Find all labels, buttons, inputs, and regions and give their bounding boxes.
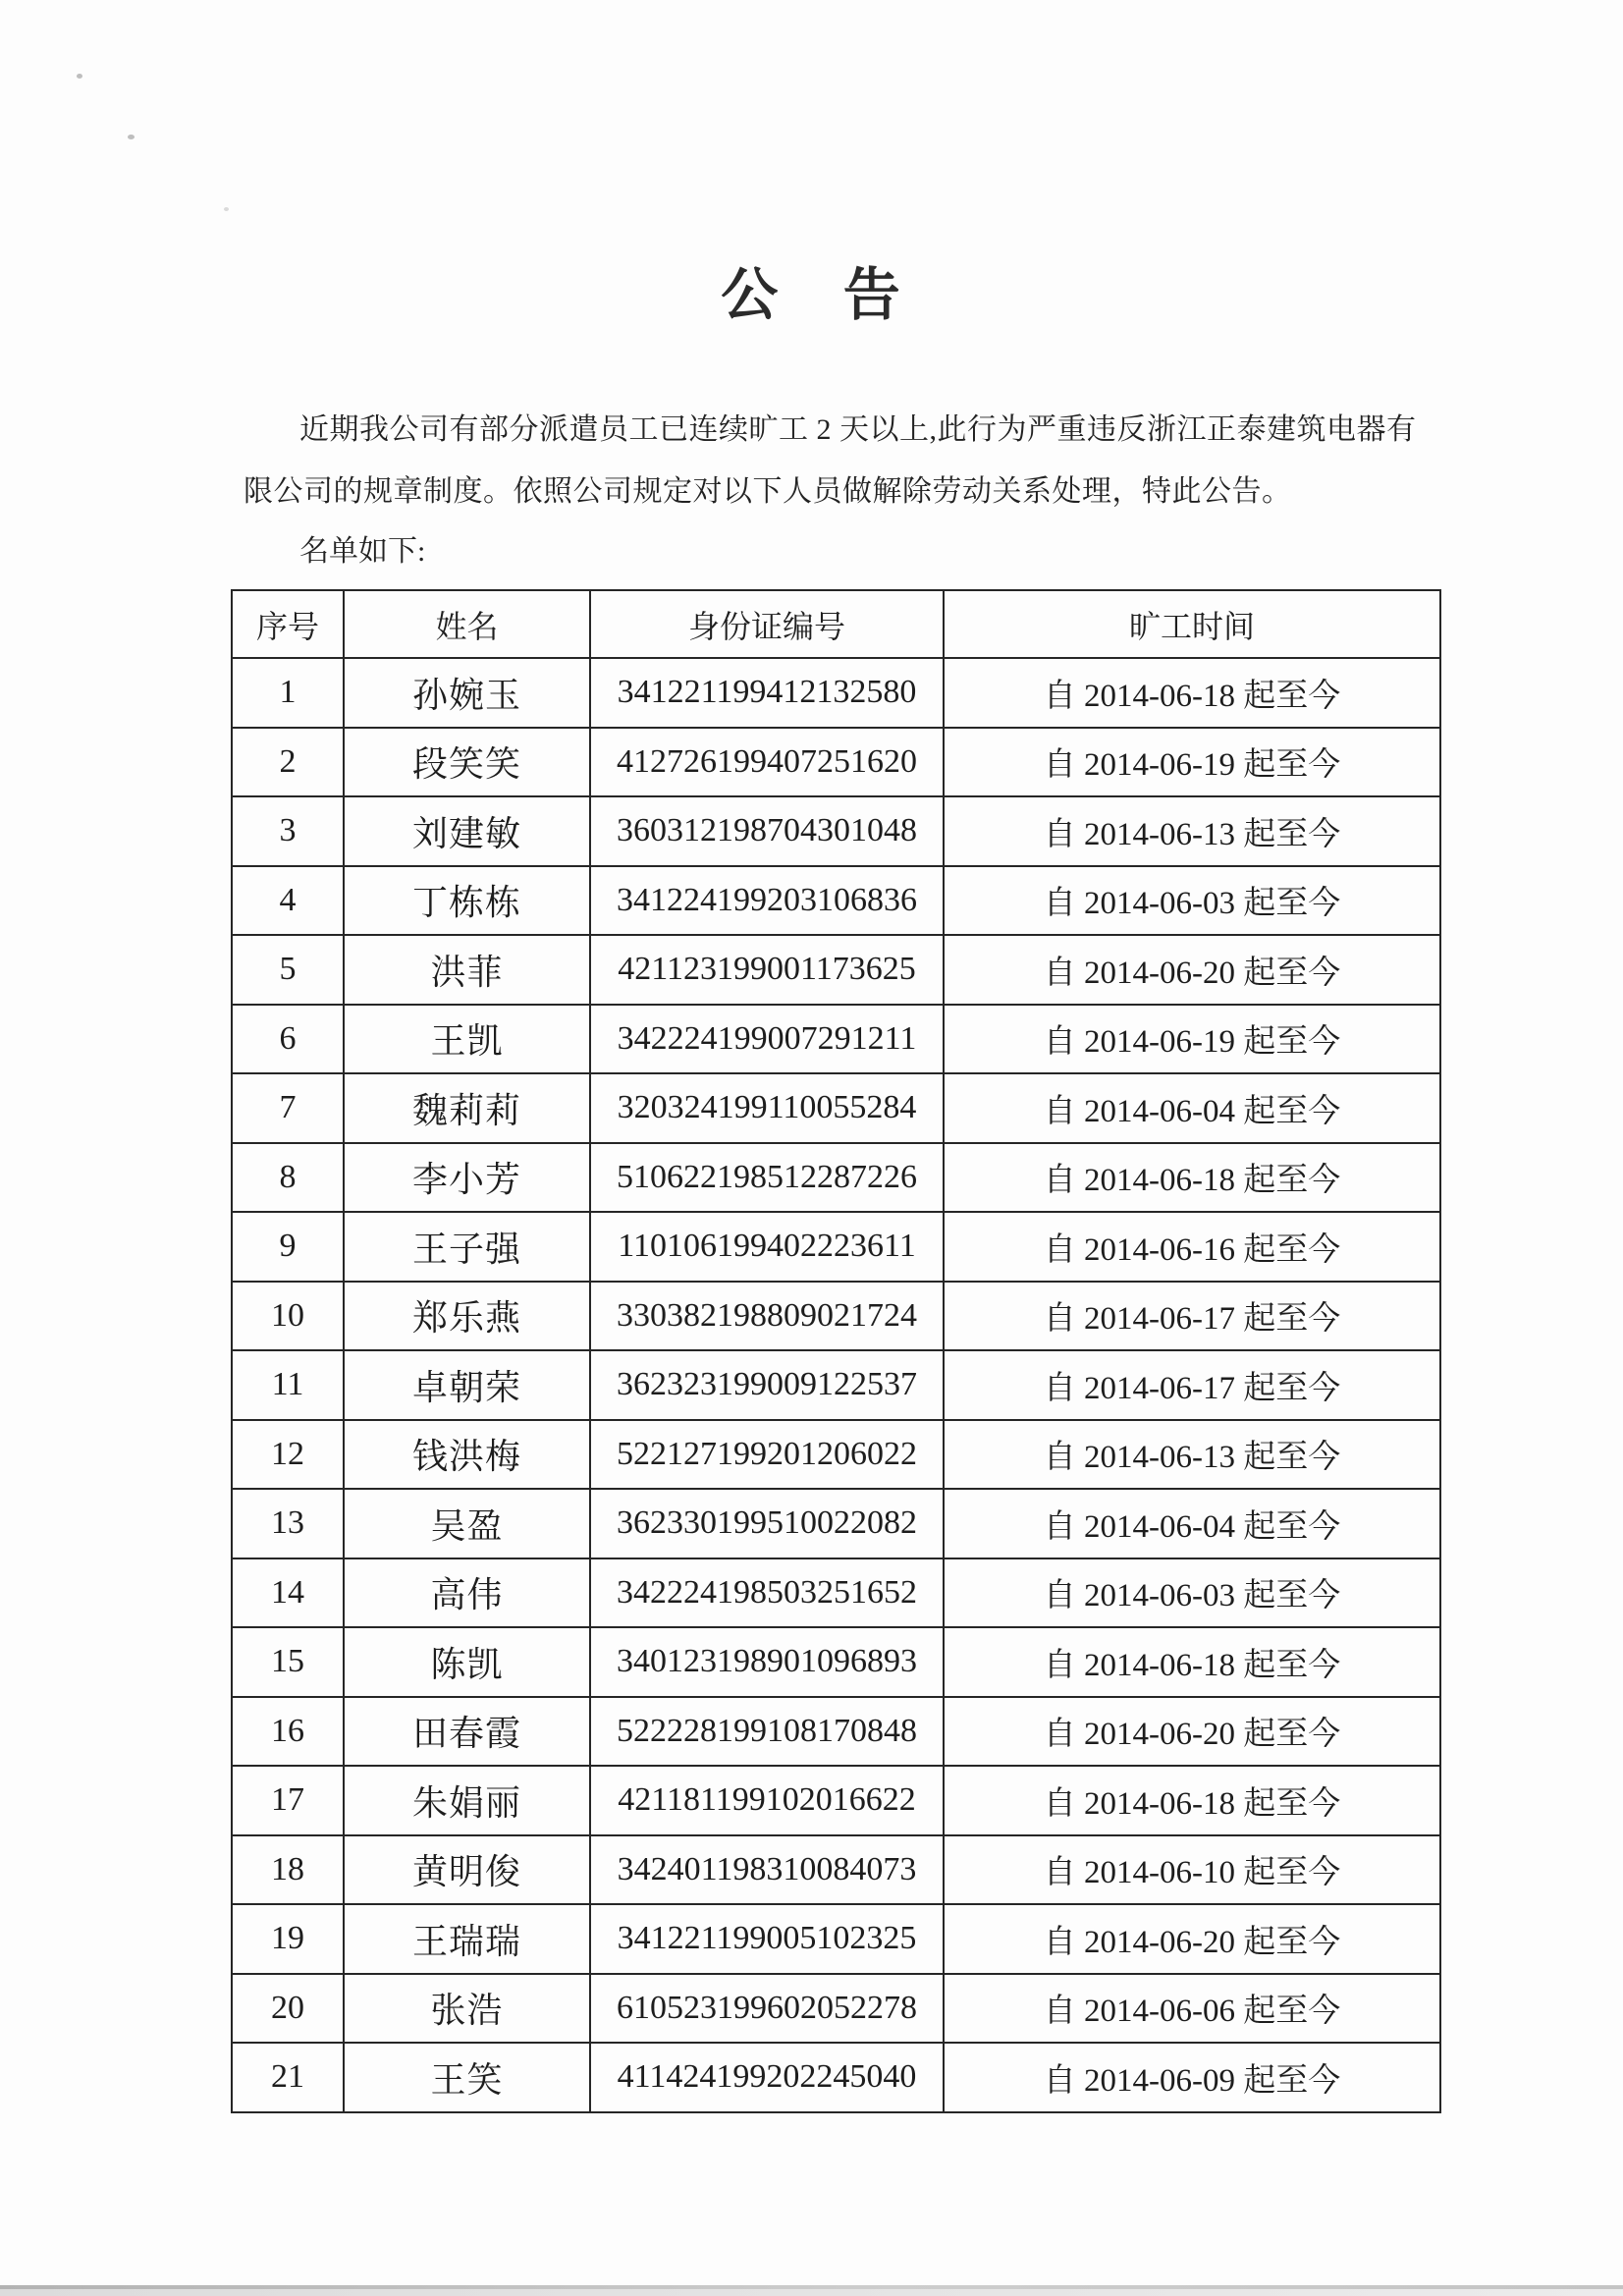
table-row	[232, 1143, 1440, 1213]
row-id-cell: 340123198901096893	[590, 1627, 944, 1697]
row-absence-cell: 自 2014-06-10 起至今	[944, 1835, 1440, 1905]
row-absence-cell: 自 2014-06-17 起至今	[944, 1350, 1440, 1420]
row-id-cell: 342224199007291211	[590, 1005, 944, 1074]
row-absence-cell: 自 2014-06-18 起至今	[944, 1143, 1440, 1213]
list-label: 名单如下:	[299, 535, 426, 568]
row-index-cell: 9	[232, 1212, 344, 1282]
termination-notice-table	[231, 589, 1441, 2113]
row-index-cell: 7	[232, 1073, 344, 1143]
table-row	[232, 1282, 1440, 1351]
table-row	[232, 1697, 1440, 1767]
header-cell-index: 序号	[232, 590, 344, 658]
row-absence-cell: 自 2014-06-03 起至今	[944, 1558, 1440, 1628]
notice-intro-paragraph	[243, 399, 1432, 522]
row-index-cell: 2	[232, 728, 344, 797]
row-id-cell: 421123199001173625	[590, 935, 944, 1005]
intro-line-1: 近期我公司有部分派遣员工已连续旷工 2 天以上,此行为严重违反浙江正泰建筑电器有	[299, 413, 1417, 446]
table-row	[232, 1005, 1440, 1074]
notice-table-header	[232, 590, 1440, 658]
row-name-cell: 丁栋栋	[344, 866, 590, 936]
header-cell-id: 身份证编号	[590, 590, 944, 658]
table-row	[232, 1766, 1440, 1835]
row-id-cell: 610523199602052278	[590, 1974, 944, 2044]
table-row	[232, 658, 1440, 728]
row-id-cell: 510622198512287226	[590, 1143, 944, 1213]
table-row	[232, 728, 1440, 797]
row-index-cell: 5	[232, 935, 344, 1005]
row-id-cell: 412726199407251620	[590, 728, 944, 797]
row-name-cell: 钱洪梅	[344, 1420, 590, 1490]
row-index-cell: 18	[232, 1835, 344, 1905]
row-absence-cell: 自 2014-06-13 起至今	[944, 1420, 1440, 1490]
row-absence-cell: 自 2014-06-04 起至今	[944, 1489, 1440, 1558]
scan-speck	[128, 135, 135, 139]
row-name-cell: 魏莉莉	[344, 1073, 590, 1143]
row-name-cell: 王笑	[344, 2043, 590, 2112]
row-id-cell: 341224199203106836	[590, 866, 944, 936]
row-absence-cell: 自 2014-06-17 起至今	[944, 1282, 1440, 1351]
row-absence-cell: 自 2014-06-20 起至今	[944, 1697, 1440, 1767]
row-id-cell: 411424199202245040	[590, 2043, 944, 2112]
table-row	[232, 1627, 1440, 1697]
row-index-cell: 21	[232, 2043, 344, 2112]
table-row	[232, 866, 1440, 936]
row-index-cell: 6	[232, 1005, 344, 1074]
table-row	[232, 1904, 1440, 1974]
header-row	[232, 590, 1440, 658]
row-id-cell: 360312198704301048	[590, 796, 944, 866]
row-name-cell: 吴盈	[344, 1489, 590, 1558]
intro-line-2: 限公司的规章制度。依照公司规定对以下人员做解除劳动关系处理，特此公告。	[243, 475, 1292, 508]
row-name-cell: 郑乐燕	[344, 1282, 590, 1351]
scan-speck	[224, 207, 229, 211]
row-absence-cell: 自 2014-06-19 起至今	[944, 728, 1440, 797]
row-absence-cell: 自 2014-06-16 起至今	[944, 1212, 1440, 1282]
row-id-cell: 362323199009122537	[590, 1350, 944, 1420]
table-row	[232, 2043, 1440, 2112]
row-name-cell: 张浩	[344, 1974, 590, 2044]
header-cell-absence: 旷工时间	[944, 590, 1440, 658]
table-row	[232, 796, 1440, 866]
row-name-cell: 高伟	[344, 1558, 590, 1628]
row-absence-cell: 自 2014-06-18 起至今	[944, 1766, 1440, 1835]
row-name-cell: 田春霞	[344, 1697, 590, 1767]
row-name-cell: 段笑笑	[344, 728, 590, 797]
row-index-cell: 4	[232, 866, 344, 936]
row-index-cell: 14	[232, 1558, 344, 1628]
row-id-cell: 522228199108170848	[590, 1697, 944, 1767]
row-index-cell: 17	[232, 1766, 344, 1835]
row-index-cell: 16	[232, 1697, 344, 1767]
header-cell-name: 姓名	[344, 590, 590, 658]
scan-speck	[77, 74, 82, 79]
row-name-cell: 李小芳	[344, 1143, 590, 1213]
row-index-cell: 15	[232, 1627, 344, 1697]
row-index-cell: 3	[232, 796, 344, 866]
row-absence-cell: 自 2014-06-09 起至今	[944, 2043, 1440, 2112]
row-id-cell: 522127199201206022	[590, 1420, 944, 1490]
row-absence-cell: 自 2014-06-20 起至今	[944, 1904, 1440, 1974]
row-id-cell: 341221199005102325	[590, 1904, 944, 1974]
row-id-cell: 341221199412132580	[590, 658, 944, 728]
table-row	[232, 1558, 1440, 1628]
notice-table-body	[232, 658, 1440, 2112]
row-absence-cell: 自 2014-06-20 起至今	[944, 935, 1440, 1005]
row-index-cell: 10	[232, 1282, 344, 1351]
row-absence-cell: 自 2014-06-18 起至今	[944, 1627, 1440, 1697]
row-index-cell: 20	[232, 1974, 344, 2044]
row-index-cell: 1	[232, 658, 344, 728]
table-row	[232, 1489, 1440, 1558]
row-name-cell: 王凯	[344, 1005, 590, 1074]
row-id-cell: 421181199102016622	[590, 1766, 944, 1835]
row-id-cell: 342224198503251652	[590, 1558, 944, 1628]
row-absence-cell: 自 2014-06-19 起至今	[944, 1005, 1440, 1074]
row-absence-cell: 自 2014-06-04 起至今	[944, 1073, 1440, 1143]
table-row	[232, 1212, 1440, 1282]
row-name-cell: 王子强	[344, 1212, 590, 1282]
row-name-cell: 洪菲	[344, 935, 590, 1005]
table-row	[232, 1073, 1440, 1143]
row-index-cell: 12	[232, 1420, 344, 1490]
table-row	[232, 1835, 1440, 1905]
row-id-cell: 320324199110055284	[590, 1073, 944, 1143]
row-name-cell: 刘建敏	[344, 796, 590, 866]
row-name-cell: 陈凯	[344, 1627, 590, 1697]
row-id-cell: 362330199510022082	[590, 1489, 944, 1558]
row-index-cell: 11	[232, 1350, 344, 1420]
row-index-cell: 19	[232, 1904, 344, 1974]
row-id-cell: 110106199402223611	[590, 1212, 944, 1282]
table-row	[232, 1350, 1440, 1420]
row-name-cell: 孙婉玉	[344, 658, 590, 728]
row-absence-cell: 自 2014-06-03 起至今	[944, 866, 1440, 936]
row-id-cell: 330382198809021724	[590, 1282, 944, 1351]
table-row	[232, 1974, 1440, 2044]
row-absence-cell: 自 2014-06-06 起至今	[944, 1974, 1440, 2044]
row-name-cell: 王瑞瑞	[344, 1904, 590, 1974]
notice-title: 公 告	[721, 263, 902, 327]
row-index-cell: 13	[232, 1489, 344, 1558]
row-name-cell: 卓朝荣	[344, 1350, 590, 1420]
row-name-cell: 黄明俊	[344, 1835, 590, 1905]
scan-bottom-edge-fill	[0, 2289, 1623, 2296]
row-name-cell: 朱娟丽	[344, 1766, 590, 1835]
row-absence-cell: 自 2014-06-18 起至今	[944, 658, 1440, 728]
row-index-cell: 8	[232, 1143, 344, 1213]
row-absence-cell: 自 2014-06-13 起至今	[944, 796, 1440, 866]
row-id-cell: 342401198310084073	[590, 1835, 944, 1905]
table-row	[232, 935, 1440, 1005]
table-row	[232, 1420, 1440, 1490]
